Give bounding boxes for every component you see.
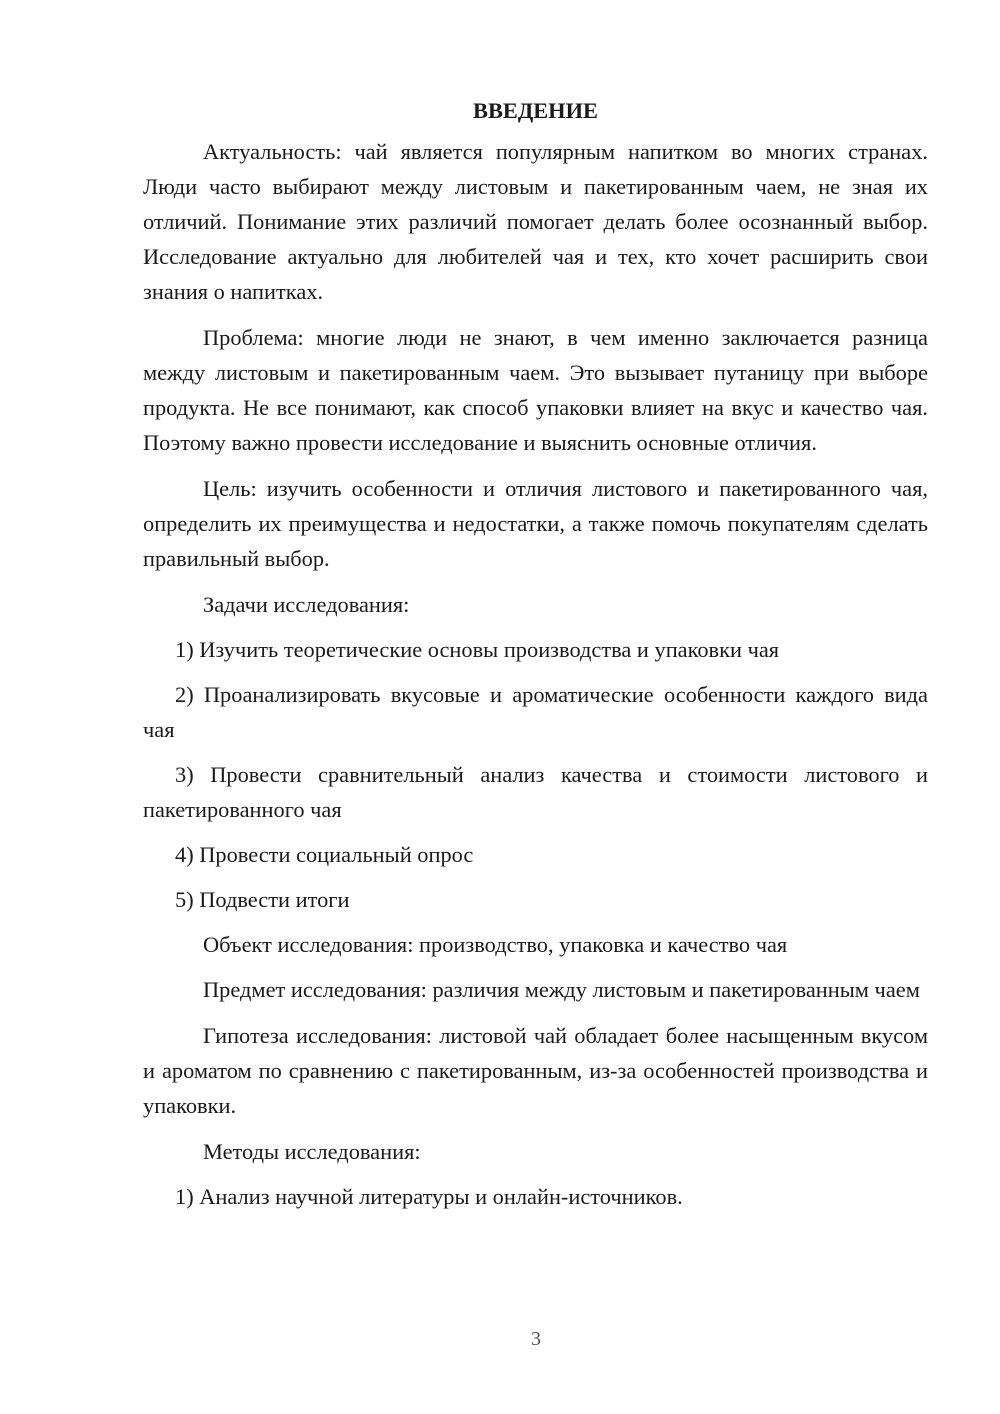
problem-paragraph: Проблема: многие люди не знают, в чем именно заключается разница между листовым и пакетированным чаем. Это вызывает путаницу при выборе продукта. Не все понимают, как способ упаковки влияет на вкус и качество чая. Поэтому важно провести исследование и выяснить основные отличия. — [143, 325, 928, 455]
subject-paragraph: Предмет исследования: различия между листовым и пакетированным чаем — [203, 977, 920, 1002]
task-item: 5) Подвести итоги — [175, 887, 350, 912]
relevance-paragraph: Актуальность: чай является популярным напитком во многих странах. Люди часто выбирают между листовым и пакетированным чаем, не зная их отличий. Понимание этих различий помогает делать более осознанный выбор. Исследование актуально для любителей чая и тех, кто хочет расширить свои знания о напитках. — [143, 139, 928, 304]
method-item: 1) Анализ научной литературы и онлайн-источников. — [175, 1184, 683, 1209]
page-number: 3 — [531, 1328, 541, 1350]
section-heading: ВВЕДЕНИЕ — [473, 98, 598, 123]
task-item: 1) Изучить теоретические основы производства и упаковки чая — [175, 637, 780, 662]
page-content — [143, 93, 928, 1224]
hypothesis-paragraph: Гипотеза исследования: листовой чай обладает более насыщенным вкусом и ароматом по сравнению с пакетированным, из-за особенностей производства и упаковки. — [143, 1023, 928, 1118]
task-item: 3) Провести сравнительный анализ качества и стоимости листового и пакетированного чая — [143, 762, 928, 822]
task-item: 4) Провести социальный опрос — [175, 842, 474, 867]
task-item: 2) Проанализировать вкусовые и ароматические особенности каждого вида чая — [143, 682, 928, 742]
object-line: Объект исследования: производство, упаковка и качество чая — [203, 932, 788, 957]
methods-heading: Методы исследования: — [203, 1139, 421, 1164]
goal-paragraph: Цель: изучить особенности и отличия листового и пакетированного чая, определить их преимущества и недостатки, а также помочь покупателям сделать правильный выбор. — [143, 476, 928, 571]
tasks-heading: Задачи исследования: — [203, 592, 410, 617]
